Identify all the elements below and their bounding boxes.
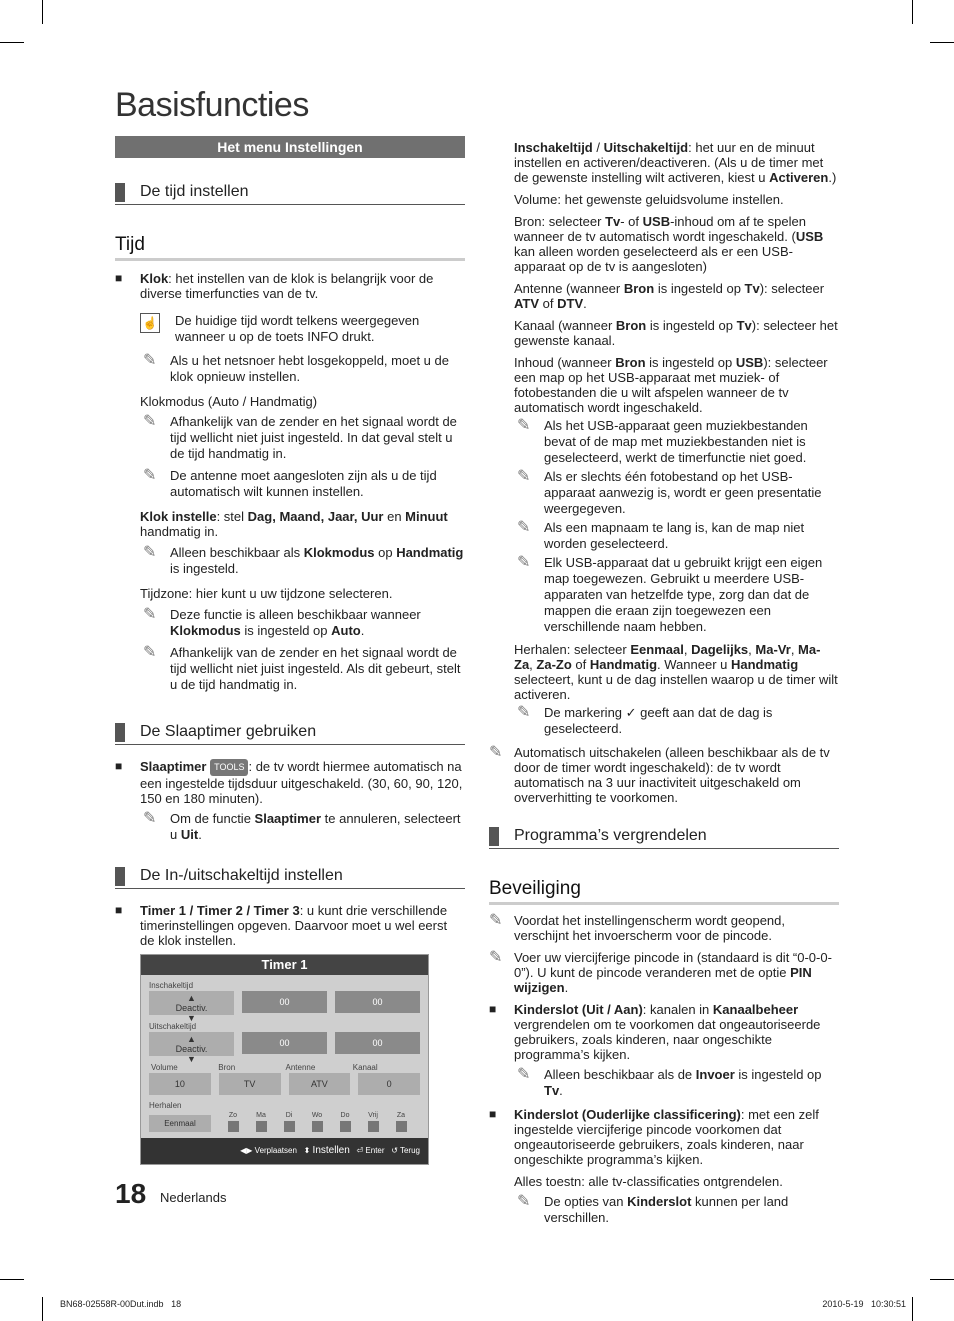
day-wo[interactable]: Wo [303,1112,331,1132]
info-note: ☝ De huidige tijd wordt telkens weergegeven wanneer u op de toets INFO drukt. [115,313,465,345]
enter-icon: ⏎ [356,1146,364,1155]
inhoud-text: Inhoud (wanneer Bron is ingesteld op USB): selecteer een map op het USB-apparaat met muziek- of fotobestanden die u wilt afspelen wanneer de tv automatisch wordt ingeschakeld. [514,355,828,415]
note: ✎ De opties van Kinderslot kunnen per land verschillen. [517,1193,789,1225]
note: ✎ Elk USB-apparaat dat u gebruikt krijgt een eigen map toegewezen. Gebruikt u meerdere USB-apparaten van hetzelfde type, zorg dan dat de mappen die eraan zijn toegewezen een verschillende naam hebben. [517,554,823,634]
note: ✎ Alleen beschikbaar als Klokmodus op Handmatig is ingesteld. [143,544,464,576]
volume-label: Volume [151,1063,178,1072]
note: ✎ Als een mapnaam te lang is, kan de map niet worden geselecteerd. [517,519,805,551]
move-arrows-icon: ◀▶ [240,1146,253,1155]
note: ✎ Deze functie is alleen beschikbaar wanneer Klokmodus is ingesteld op Auto. [143,606,421,638]
pencil-icon: ✎ [143,352,157,369]
note: ✎ Afhankelijk van de zender en het signaal wordt de tijd wellicht niet juist ingesteld. In dat geval stelt u de tijd handmatig in. [143,413,457,461]
pencil-icon: ✎ [517,417,531,434]
pencil-icon: ✎ [489,744,503,761]
pencil-icon: ✎ [489,949,503,966]
on-minute-field[interactable]: 00 [335,991,420,1013]
off-time-select[interactable]: ▲ Deactiv. ▼ [149,1032,234,1056]
pencil-icon: ✎ [143,606,157,623]
note: ✎ Als er slechts één fotobestand op het USB-apparaat aanwezig is, wordt er geen presentatie weergegeven. [517,468,822,516]
on-time-label: Inschakeltijd [149,981,194,990]
timer-nav-bar: ◀▶ Verplaatsen ⬍ Instellen ⏎ Enter ↺ Terug [141,1138,428,1164]
antenne-field[interactable]: ATV [289,1073,351,1095]
herhalen-field[interactable]: Eenmaal [149,1115,211,1132]
on-hour-field[interactable]: 00 [242,991,327,1013]
checkmark-icon: ✓ [625,705,637,720]
footer-file: BN68-02558R-00Dut.indb 18 [60,1299,182,1309]
subheading-in-uitschakeltijd: De In-/uitschakeltijd instellen [115,865,465,889]
note: ✎ Automatisch uitschakelen (alleen beschikbaar als de tv door de timer wordt ingeschakeld): de tv wordt automatisch na 3 uur inactiviteit uitgeschakeld om oververhitting te voorkomen. [489,744,830,805]
klok-instellen-text: Klok instelle: stel Dag, Maand, Jaar, Uur en Minuut handmatig in. [140,509,448,539]
pencil-icon: ✎ [517,1066,531,1083]
kanaal-field[interactable]: 0 [358,1073,420,1095]
tools-button-icon: TOOLS [210,759,248,776]
pencil-icon: ✎ [517,704,531,721]
off-time-label: Uitschakeltijd [149,1022,197,1031]
section-heading-beveiliging: Beveiliging [489,878,839,905]
footer-timestamp: 2010-5-19 10:30:51 [822,1299,906,1309]
bron-label: Bron [218,1063,236,1072]
day-za[interactable]: Za [387,1112,415,1132]
off-hour-field[interactable]: 00 [242,1032,327,1054]
page-number: 18 [115,1178,147,1209]
crop-mark [930,1279,954,1280]
crop-mark [42,1297,43,1321]
note: ✎ Voordat het instellingenscherm wordt geopend, verschijnt het invoerscherm voor de pincode. [489,912,786,943]
bron-field[interactable]: TV [219,1073,281,1095]
note: ✎ Als het USB-apparaat geen muziekbestanden bevat of de map met muziekbestanden niet is geselecteerd, werkt de timerfunctie niet goed. [517,417,808,465]
note: ✎ De antenne moet aangesloten zijn als u de tijd automatisch wilt kunnen instellen. [143,467,437,499]
left-column [115,136,465,1165]
schakeltijd-text: Inschakeltijd / Uitschakeltijd: het uur en de minuut instellen en activeren/deactiveren. (Als u de timer met de gewenste instelling wilt activeren, kiest u Activeren.) [514,140,837,185]
hand-icon: ☝ [140,313,160,333]
bron-text: Bron: selecteer Tv- of USB-inhoud om af te spelen wanneer de tv automatisch wordt ingeschakeld. (USB kan alleen worden geselecteerd als er een USB-apparaat op de tv is aangesloten) [514,214,824,274]
adjust-arrows-icon: ⬍ [303,1146,311,1155]
crop-mark [930,42,954,43]
timer-screen [140,954,429,1165]
crop-mark [0,1279,24,1280]
day-zo[interactable]: Zo [219,1112,247,1132]
note: ✎ Afhankelijk van de zender en het signaal wordt de tijd wellicht niet juist ingesteld. Als dit gebeurt, stelt u de tijd handmatig in. [143,644,461,692]
crop-mark [912,0,913,24]
pencil-icon: ✎ [143,644,157,661]
pencil-icon: ✎ [143,467,157,484]
language-label: Nederlands [160,1190,227,1205]
subheading-tijd-instellen: De tijd instellen [115,181,465,205]
note: ✎ De markering ✓ geeft aan dat de dag is geselecteerd. [517,704,773,736]
volume-text: Volume: het gewenste geluidsvolume instellen. [514,192,784,207]
herhalen-text: Herhalen: selecteer Eenmaal, Dagelijks, Ma-Vr, Ma-Za, Za-Zo of Handmatig. Wanneer u Handmatig selecteert, kunt u de dag instellen waarop u de timer wilt activeren. [514,642,838,702]
menu-bar: Het menu Instellingen [115,136,465,158]
alles-toestn-text: Alles toestn: alle tv-classificaties ontgrendelen. [514,1174,783,1189]
pencil-icon: ✎ [143,413,157,430]
bullet-slaaptimer: ■ Slaaptimer TOOLS : de tv wordt hiermee automatisch na een ingestelde tijdsduur uitgeschakeld. (30, 60, 90, 120, 150 en 180 minuten). [115,759,465,806]
pencil-icon: ✎ [517,519,531,536]
kanaal-label: Kanaal [352,1063,378,1072]
pencil-icon: ✎ [489,912,503,929]
bullet-kinderslot-classificering: ■ Kinderslot (Ouderlijke classificering): met een zelf ingestelde viercijferige pincode voorkomen dat ongeautoriseerde gebruikers, zoals kinderen, naar ongeschikte programma’s kijken. [489,1107,839,1167]
tijdzone-text: Tijdzone: hier kunt u uw tijdzone selecteren. [140,586,393,601]
pencil-icon: ✎ [143,810,157,827]
subheading-programmas-vergrendelen: Programma’s vergrendelen [489,825,839,849]
day-ma[interactable]: Ma [247,1112,275,1132]
herhalen-label: Herhalen [149,1101,182,1110]
note: ✎ Om de functie Slaaptimer te annuleren, selecteert u Uit. [143,810,461,842]
antenne-text: Antenne (wanneer Bron is ingesteld op Tv): selecteer ATV of DTV. [514,281,825,311]
chapter-title: Basisfuncties [115,86,309,124]
pencil-icon: ✎ [517,468,531,485]
day-vrij[interactable]: Vrij [359,1112,387,1132]
on-time-select[interactable]: ▲ Deactiv. ▼ [149,991,234,1015]
subheading-slaaptimer: De Slaaptimer gebruiken [115,721,465,745]
right-column [489,140,839,1226]
day-do[interactable]: Do [331,1112,359,1132]
crop-mark [912,1297,913,1321]
return-icon: ↺ [391,1146,398,1155]
crop-mark [0,42,24,43]
bullet-klok: ■ Klok: het instellen van de klok is belangrijk voor de diverse timerfuncties van de tv. [115,271,465,301]
klokmodus-heading: Klokmodus (Auto / Handmatig) [140,394,318,409]
volume-field[interactable]: 10 [149,1073,211,1095]
bullet-timer: ■ Timer 1 / Timer 2 / Timer 3: u kunt drie verschillende timerinstellingen opgeven. Daarvoor moet u wel eerst de klok instellen. [115,903,465,948]
kanaal-text: Kanaal (wanneer Bron is ingesteld op Tv): selecteer het gewenste kanaal. [514,318,838,348]
note: ✎ Alleen beschikbaar als de Invoer is ingesteld op Tv. [517,1066,822,1098]
pencil-icon: ✎ [143,544,157,561]
section-heading-tijd: Tijd [115,234,465,261]
pencil-icon: ✎ [517,1193,531,1210]
note: ✎ Als u het netsnoer hebt losgekoppeld, moet u de klok opnieuw instellen. [143,352,449,384]
off-minute-field[interactable]: 00 [335,1032,420,1054]
day-di[interactable]: Di [275,1112,303,1132]
crop-mark [42,0,43,24]
pencil-icon: ✎ [517,554,531,571]
bullet-kinderslot: ■ Kinderslot (Uit / Aan): kanalen in Kanaalbeheer vergrendelen om te voorkomen dat ongeautoriseerde gebruikers, zoals kinderen, naar ongeschikte programma’s kijken. [489,1002,839,1062]
antenne-label: Antenne [285,1063,316,1072]
note: ✎ Voer uw viercijferige pincode in (standaard is dit “0-0-0-0”). U kunt de pincode veranderen met de optie PIN wijzigen. [489,949,832,995]
timer-title: Timer 1 [141,955,428,975]
